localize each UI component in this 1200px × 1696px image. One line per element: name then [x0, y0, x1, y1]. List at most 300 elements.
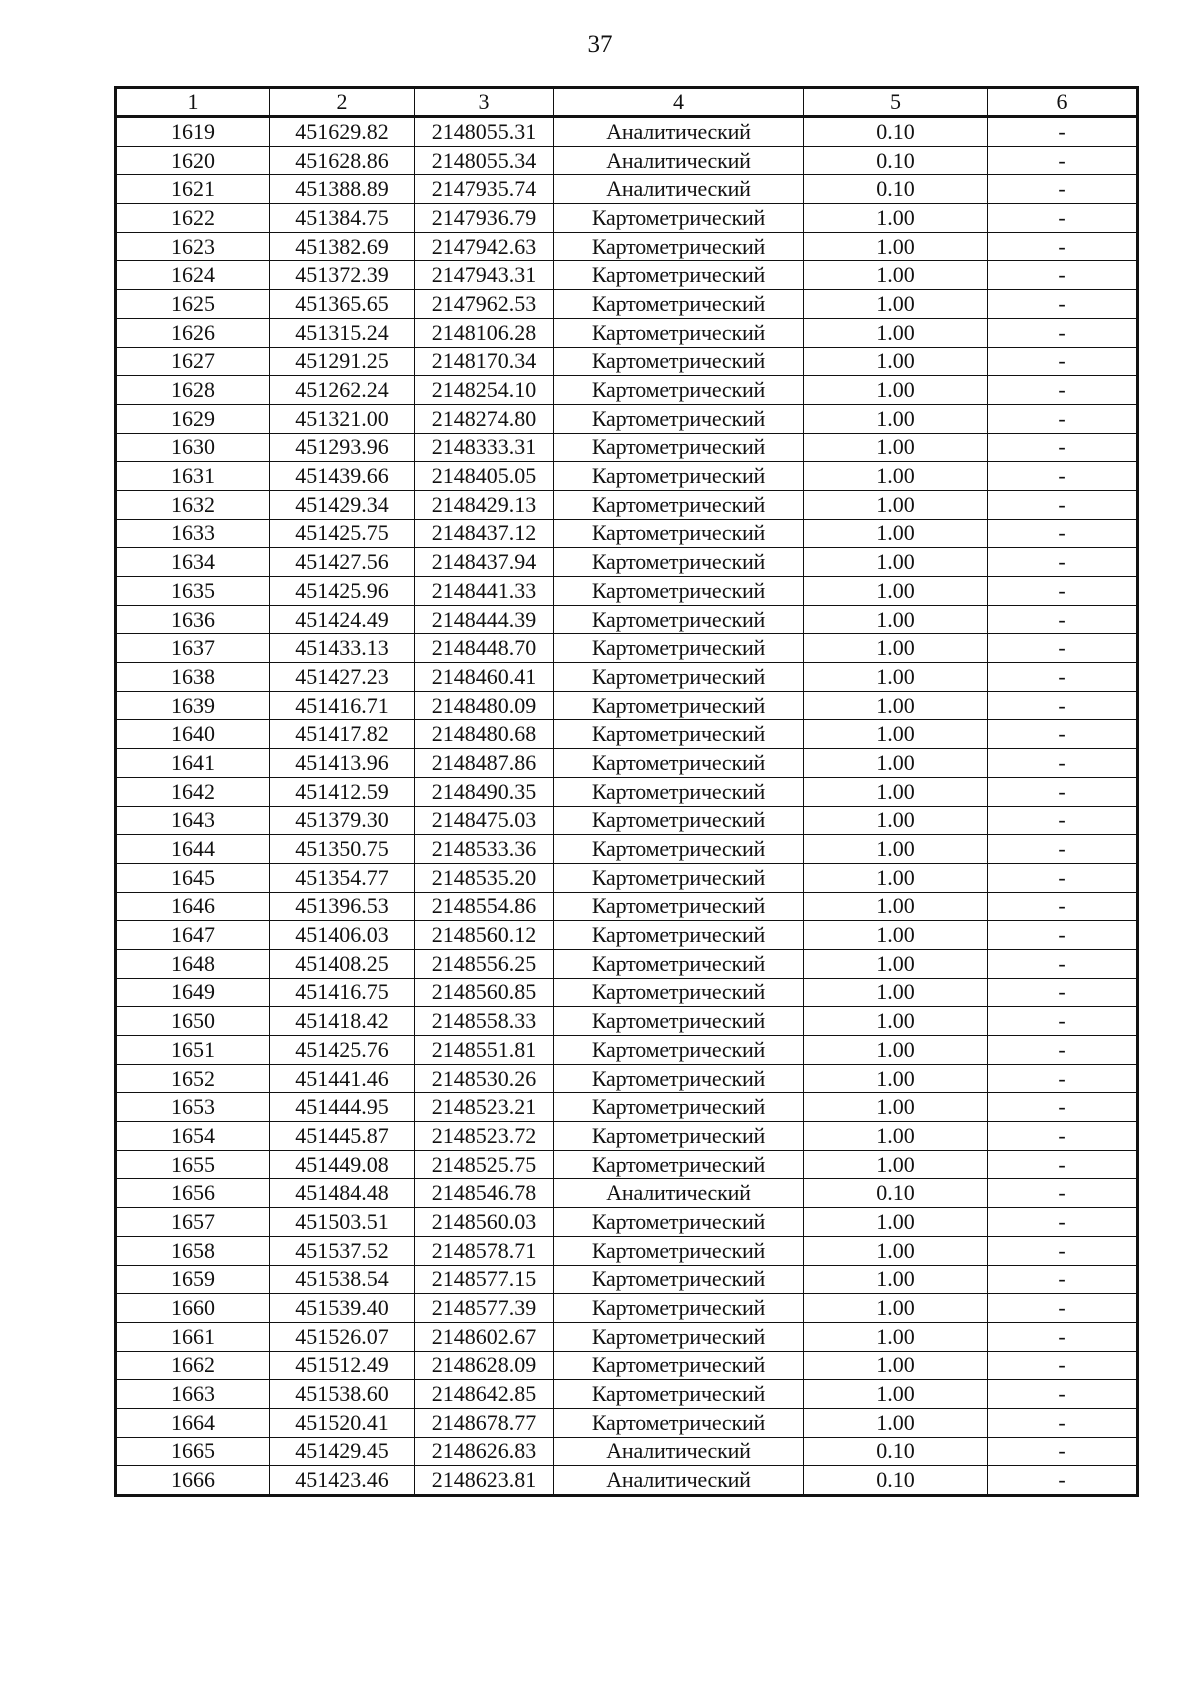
method-cell: Картометрический	[554, 863, 804, 892]
x-coordinate-cell: 451520.41	[270, 1408, 415, 1437]
note-cell: -	[988, 1122, 1138, 1151]
method-cell: Картометрический	[554, 749, 804, 778]
y-coordinate-cell: 2147943.31	[415, 261, 554, 290]
accuracy-cell: 1.00	[804, 720, 988, 749]
table-row	[116, 634, 1138, 663]
x-coordinate-cell: 451416.75	[270, 978, 415, 1007]
accuracy-cell: 1.00	[804, 921, 988, 950]
point-number-cell: 1640	[116, 720, 270, 749]
y-coordinate-cell: 2148626.83	[415, 1437, 554, 1466]
point-number-cell: 1638	[116, 663, 270, 692]
method-cell: Картометрический	[554, 663, 804, 692]
y-coordinate-cell: 2147935.74	[415, 175, 554, 204]
accuracy-cell: 1.00	[804, 204, 988, 233]
y-coordinate-cell: 2148523.21	[415, 1093, 554, 1122]
note-cell: -	[988, 777, 1138, 806]
method-cell: Картометрический	[554, 1093, 804, 1122]
table-row	[116, 347, 1138, 376]
table-row	[116, 691, 1138, 720]
point-number-cell: 1630	[116, 433, 270, 462]
point-number-cell: 1633	[116, 519, 270, 548]
point-number-cell: 1645	[116, 863, 270, 892]
x-coordinate-cell: 451416.71	[270, 691, 415, 720]
note-cell: -	[988, 577, 1138, 606]
table-row	[116, 146, 1138, 175]
accuracy-cell: 1.00	[804, 462, 988, 491]
table-row	[116, 1122, 1138, 1151]
y-coordinate-cell: 2148429.13	[415, 490, 554, 519]
point-number-cell: 1665	[116, 1437, 270, 1466]
point-number-cell: 1627	[116, 347, 270, 376]
method-cell: Картометрический	[554, 1294, 804, 1323]
y-coordinate-cell: 2148170.34	[415, 347, 554, 376]
table-row	[116, 261, 1138, 290]
x-coordinate-cell: 451526.07	[270, 1322, 415, 1351]
table-row	[116, 605, 1138, 634]
accuracy-cell: 1.00	[804, 835, 988, 864]
point-number-cell: 1666	[116, 1466, 270, 1496]
point-number-cell: 1648	[116, 949, 270, 978]
note-cell: -	[988, 519, 1138, 548]
y-coordinate-cell: 2148444.39	[415, 605, 554, 634]
note-cell: -	[988, 347, 1138, 376]
column-header-6: 6	[988, 88, 1138, 117]
note-cell: -	[988, 835, 1138, 864]
note-cell: -	[988, 1351, 1138, 1380]
note-cell: -	[988, 548, 1138, 577]
note-cell: -	[988, 634, 1138, 663]
point-number-cell: 1664	[116, 1408, 270, 1437]
note-cell: -	[988, 892, 1138, 921]
y-coordinate-cell: 2148560.03	[415, 1208, 554, 1237]
accuracy-cell: 1.00	[804, 1380, 988, 1409]
x-coordinate-cell: 451433.13	[270, 634, 415, 663]
table-row	[116, 1036, 1138, 1065]
x-coordinate-cell: 451354.77	[270, 863, 415, 892]
y-coordinate-cell: 2147936.79	[415, 204, 554, 233]
x-coordinate-cell: 451418.42	[270, 1007, 415, 1036]
column-header-1: 1	[116, 88, 270, 117]
accuracy-cell: 1.00	[804, 490, 988, 519]
point-number-cell: 1636	[116, 605, 270, 634]
method-cell: Картометрический	[554, 376, 804, 405]
table-row	[116, 1093, 1138, 1122]
x-coordinate-cell: 451441.46	[270, 1064, 415, 1093]
accuracy-cell: 1.00	[804, 404, 988, 433]
accuracy-cell: 1.00	[804, 1236, 988, 1265]
table-row	[116, 117, 1138, 147]
x-coordinate-cell: 451315.24	[270, 318, 415, 347]
y-coordinate-cell: 2148405.05	[415, 462, 554, 491]
note-cell: -	[988, 1007, 1138, 1036]
table-row	[116, 921, 1138, 950]
x-coordinate-cell: 451429.34	[270, 490, 415, 519]
method-cell: Картометрический	[554, 490, 804, 519]
method-cell: Картометрический	[554, 1064, 804, 1093]
method-cell: Картометрический	[554, 548, 804, 577]
point-number-cell: 1656	[116, 1179, 270, 1208]
x-coordinate-cell: 451384.75	[270, 204, 415, 233]
y-coordinate-cell: 2148523.72	[415, 1122, 554, 1151]
y-coordinate-cell: 2148333.31	[415, 433, 554, 462]
method-cell: Картометрический	[554, 777, 804, 806]
table-row	[116, 749, 1138, 778]
method-cell: Картометрический	[554, 835, 804, 864]
method-cell: Картометрический	[554, 577, 804, 606]
y-coordinate-cell: 2148554.86	[415, 892, 554, 921]
point-number-cell: 1644	[116, 835, 270, 864]
accuracy-cell: 1.00	[804, 232, 988, 261]
x-coordinate-cell: 451350.75	[270, 835, 415, 864]
y-coordinate-cell: 2148480.68	[415, 720, 554, 749]
accuracy-cell: 0.10	[804, 1437, 988, 1466]
point-number-cell: 1651	[116, 1036, 270, 1065]
table-body	[116, 117, 1138, 1496]
table-row	[116, 548, 1138, 577]
table-row	[116, 1007, 1138, 1036]
x-coordinate-cell: 451429.45	[270, 1437, 415, 1466]
y-coordinate-cell: 2148623.81	[415, 1466, 554, 1496]
method-cell: Аналитический	[554, 1437, 804, 1466]
point-number-cell: 1660	[116, 1294, 270, 1323]
x-coordinate-cell: 451321.00	[270, 404, 415, 433]
note-cell: -	[988, 1322, 1138, 1351]
point-number-cell: 1649	[116, 978, 270, 1007]
note-cell: -	[988, 1150, 1138, 1179]
point-number-cell: 1643	[116, 806, 270, 835]
method-cell: Аналитический	[554, 175, 804, 204]
accuracy-cell: 1.00	[804, 1294, 988, 1323]
y-coordinate-cell: 2148535.20	[415, 863, 554, 892]
point-number-cell: 1634	[116, 548, 270, 577]
note-cell: -	[988, 1236, 1138, 1265]
y-coordinate-cell: 2148558.33	[415, 1007, 554, 1036]
table-row	[116, 1466, 1138, 1496]
point-number-cell: 1654	[116, 1122, 270, 1151]
note-cell: -	[988, 605, 1138, 634]
method-cell: Картометрический	[554, 204, 804, 233]
y-coordinate-cell: 2148551.81	[415, 1036, 554, 1065]
accuracy-cell: 1.00	[804, 863, 988, 892]
x-coordinate-cell: 451424.49	[270, 605, 415, 634]
accuracy-cell: 1.00	[804, 1122, 988, 1151]
accuracy-cell: 1.00	[804, 978, 988, 1007]
table-row	[116, 720, 1138, 749]
note-cell: -	[988, 318, 1138, 347]
x-coordinate-cell: 451484.48	[270, 1179, 415, 1208]
y-coordinate-cell: 2148525.75	[415, 1150, 554, 1179]
note-cell: -	[988, 806, 1138, 835]
point-number-cell: 1646	[116, 892, 270, 921]
point-number-cell: 1655	[116, 1150, 270, 1179]
method-cell: Картометрический	[554, 921, 804, 950]
method-cell: Картометрический	[554, 1122, 804, 1151]
table-row	[116, 892, 1138, 921]
accuracy-cell: 1.00	[804, 1064, 988, 1093]
note-cell: -	[988, 1380, 1138, 1409]
point-number-cell: 1622	[116, 204, 270, 233]
method-cell: Картометрический	[554, 1007, 804, 1036]
x-coordinate-cell: 451425.75	[270, 519, 415, 548]
y-coordinate-cell: 2148106.28	[415, 318, 554, 347]
accuracy-cell: 0.10	[804, 1179, 988, 1208]
accuracy-cell: 1.00	[804, 1007, 988, 1036]
y-coordinate-cell: 2148628.09	[415, 1351, 554, 1380]
note-cell: -	[988, 949, 1138, 978]
y-coordinate-cell: 2148577.39	[415, 1294, 554, 1323]
accuracy-cell: 1.00	[804, 749, 988, 778]
accuracy-cell: 1.00	[804, 577, 988, 606]
y-coordinate-cell: 2148577.15	[415, 1265, 554, 1294]
note-cell: -	[988, 749, 1138, 778]
accuracy-cell: 0.10	[804, 175, 988, 204]
note-cell: -	[988, 1093, 1138, 1122]
accuracy-cell: 1.00	[804, 691, 988, 720]
point-number-cell: 1626	[116, 318, 270, 347]
y-coordinate-cell: 2148642.85	[415, 1380, 554, 1409]
column-header-2: 2	[270, 88, 415, 117]
note-cell: -	[988, 1265, 1138, 1294]
x-coordinate-cell: 451512.49	[270, 1351, 415, 1380]
y-coordinate-cell: 2148487.86	[415, 749, 554, 778]
accuracy-cell: 1.00	[804, 261, 988, 290]
point-number-cell: 1663	[116, 1380, 270, 1409]
x-coordinate-cell: 451439.66	[270, 462, 415, 491]
point-number-cell: 1628	[116, 376, 270, 405]
table-row	[116, 318, 1138, 347]
method-cell: Картометрический	[554, 1236, 804, 1265]
x-coordinate-cell: 451538.60	[270, 1380, 415, 1409]
x-coordinate-cell: 451388.89	[270, 175, 415, 204]
point-number-cell: 1647	[116, 921, 270, 950]
table-row	[116, 1150, 1138, 1179]
table-row	[116, 978, 1138, 1007]
point-number-cell: 1642	[116, 777, 270, 806]
x-coordinate-cell: 451444.95	[270, 1093, 415, 1122]
x-coordinate-cell: 451425.76	[270, 1036, 415, 1065]
y-coordinate-cell: 2148055.31	[415, 117, 554, 147]
method-cell: Картометрический	[554, 1208, 804, 1237]
y-coordinate-cell: 2148530.26	[415, 1064, 554, 1093]
method-cell: Аналитический	[554, 1179, 804, 1208]
method-cell: Картометрический	[554, 1408, 804, 1437]
point-number-cell: 1652	[116, 1064, 270, 1093]
coordinates-table	[114, 86, 1139, 1497]
note-cell: -	[988, 1208, 1138, 1237]
method-cell: Картометрический	[554, 462, 804, 491]
table-row	[116, 175, 1138, 204]
point-number-cell: 1653	[116, 1093, 270, 1122]
method-cell: Картометрический	[554, 634, 804, 663]
accuracy-cell: 1.00	[804, 1036, 988, 1065]
table-row	[116, 949, 1138, 978]
y-coordinate-cell: 2148448.70	[415, 634, 554, 663]
point-number-cell: 1662	[116, 1351, 270, 1380]
x-coordinate-cell: 451413.96	[270, 749, 415, 778]
accuracy-cell: 1.00	[804, 290, 988, 319]
y-coordinate-cell: 2148437.94	[415, 548, 554, 577]
accuracy-cell: 1.00	[804, 1322, 988, 1351]
table-row	[116, 1408, 1138, 1437]
column-header-4: 4	[554, 88, 804, 117]
x-coordinate-cell: 451365.65	[270, 290, 415, 319]
point-number-cell: 1639	[116, 691, 270, 720]
x-coordinate-cell: 451406.03	[270, 921, 415, 950]
x-coordinate-cell: 451417.82	[270, 720, 415, 749]
note-cell: -	[988, 1408, 1138, 1437]
x-coordinate-cell: 451425.96	[270, 577, 415, 606]
point-number-cell: 1661	[116, 1322, 270, 1351]
table-row	[116, 433, 1138, 462]
x-coordinate-cell: 451538.54	[270, 1265, 415, 1294]
x-coordinate-cell: 451379.30	[270, 806, 415, 835]
accuracy-cell: 1.00	[804, 806, 988, 835]
note-cell: -	[988, 1179, 1138, 1208]
x-coordinate-cell: 451445.87	[270, 1122, 415, 1151]
method-cell: Картометрический	[554, 433, 804, 462]
method-cell: Картометрический	[554, 720, 804, 749]
y-coordinate-cell: 2148274.80	[415, 404, 554, 433]
x-coordinate-cell: 451427.56	[270, 548, 415, 577]
table-row	[116, 1294, 1138, 1323]
y-coordinate-cell: 2148480.09	[415, 691, 554, 720]
method-cell: Аналитический	[554, 117, 804, 147]
accuracy-cell: 1.00	[804, 1208, 988, 1237]
accuracy-cell: 1.00	[804, 634, 988, 663]
note-cell: -	[988, 232, 1138, 261]
accuracy-cell: 1.00	[804, 1351, 988, 1380]
accuracy-cell: 1.00	[804, 433, 988, 462]
table-row	[116, 1322, 1138, 1351]
y-coordinate-cell: 2147942.63	[415, 232, 554, 261]
x-coordinate-cell: 451262.24	[270, 376, 415, 405]
point-number-cell: 1650	[116, 1007, 270, 1036]
accuracy-cell: 1.00	[804, 1150, 988, 1179]
point-number-cell: 1621	[116, 175, 270, 204]
table-row	[116, 1437, 1138, 1466]
x-coordinate-cell: 451291.25	[270, 347, 415, 376]
x-coordinate-cell: 451628.86	[270, 146, 415, 175]
accuracy-cell: 1.00	[804, 605, 988, 634]
table-row	[116, 1208, 1138, 1237]
point-number-cell: 1624	[116, 261, 270, 290]
point-number-cell: 1631	[116, 462, 270, 491]
y-coordinate-cell: 2148254.10	[415, 376, 554, 405]
note-cell: -	[988, 290, 1138, 319]
note-cell: -	[988, 1036, 1138, 1065]
point-number-cell: 1637	[116, 634, 270, 663]
method-cell: Картометрический	[554, 892, 804, 921]
table-header-row	[116, 88, 1138, 117]
point-number-cell: 1632	[116, 490, 270, 519]
table-row	[116, 577, 1138, 606]
x-coordinate-cell: 451408.25	[270, 949, 415, 978]
table-row	[116, 232, 1138, 261]
note-cell: -	[988, 863, 1138, 892]
note-cell: -	[988, 175, 1138, 204]
method-cell: Картометрический	[554, 806, 804, 835]
note-cell: -	[988, 204, 1138, 233]
x-coordinate-cell: 451537.52	[270, 1236, 415, 1265]
y-coordinate-cell: 2148678.77	[415, 1408, 554, 1437]
table-row	[116, 290, 1138, 319]
x-coordinate-cell: 451382.69	[270, 232, 415, 261]
table-row	[116, 462, 1138, 491]
note-cell: -	[988, 117, 1138, 147]
accuracy-cell: 1.00	[804, 1408, 988, 1437]
y-coordinate-cell: 2148556.25	[415, 949, 554, 978]
method-cell: Картометрический	[554, 404, 804, 433]
note-cell: -	[988, 376, 1138, 405]
point-number-cell: 1620	[116, 146, 270, 175]
accuracy-cell: 1.00	[804, 892, 988, 921]
method-cell: Картометрический	[554, 978, 804, 1007]
point-number-cell: 1659	[116, 1265, 270, 1294]
accuracy-cell: 1.00	[804, 347, 988, 376]
x-coordinate-cell: 451427.23	[270, 663, 415, 692]
point-number-cell: 1625	[116, 290, 270, 319]
table-row	[116, 1265, 1138, 1294]
table-row	[116, 1351, 1138, 1380]
point-number-cell: 1641	[116, 749, 270, 778]
y-coordinate-cell: 2148560.12	[415, 921, 554, 950]
table-row	[116, 1064, 1138, 1093]
x-coordinate-cell: 451423.46	[270, 1466, 415, 1496]
y-coordinate-cell: 2148441.33	[415, 577, 554, 606]
method-cell: Картометрический	[554, 1265, 804, 1294]
table-row	[116, 376, 1138, 405]
note-cell: -	[988, 462, 1138, 491]
accuracy-cell: 1.00	[804, 663, 988, 692]
note-cell: -	[988, 663, 1138, 692]
x-coordinate-cell: 451412.59	[270, 777, 415, 806]
y-coordinate-cell: 2148578.71	[415, 1236, 554, 1265]
accuracy-cell: 1.00	[804, 949, 988, 978]
y-coordinate-cell: 2148055.34	[415, 146, 554, 175]
table-row	[116, 835, 1138, 864]
x-coordinate-cell: 451372.39	[270, 261, 415, 290]
y-coordinate-cell: 2148546.78	[415, 1179, 554, 1208]
method-cell: Картометрический	[554, 605, 804, 634]
y-coordinate-cell: 2148490.35	[415, 777, 554, 806]
table-row	[116, 490, 1138, 519]
table-row	[116, 204, 1138, 233]
table-row	[116, 806, 1138, 835]
table-row	[116, 1179, 1138, 1208]
note-cell: -	[988, 433, 1138, 462]
method-cell: Аналитический	[554, 146, 804, 175]
point-number-cell: 1619	[116, 117, 270, 147]
y-coordinate-cell: 2148475.03	[415, 806, 554, 835]
table-row	[116, 777, 1138, 806]
note-cell: -	[988, 490, 1138, 519]
note-cell: -	[988, 261, 1138, 290]
method-cell: Картометрический	[554, 519, 804, 548]
table-row	[116, 1236, 1138, 1265]
table-row	[116, 519, 1138, 548]
x-coordinate-cell: 451629.82	[270, 117, 415, 147]
x-coordinate-cell: 451539.40	[270, 1294, 415, 1323]
note-cell: -	[988, 146, 1138, 175]
y-coordinate-cell: 2148602.67	[415, 1322, 554, 1351]
table-row	[116, 404, 1138, 433]
note-cell: -	[988, 1064, 1138, 1093]
accuracy-cell: 0.10	[804, 146, 988, 175]
note-cell: -	[988, 921, 1138, 950]
accuracy-cell: 0.10	[804, 117, 988, 147]
column-header-5: 5	[804, 88, 988, 117]
note-cell: -	[988, 720, 1138, 749]
